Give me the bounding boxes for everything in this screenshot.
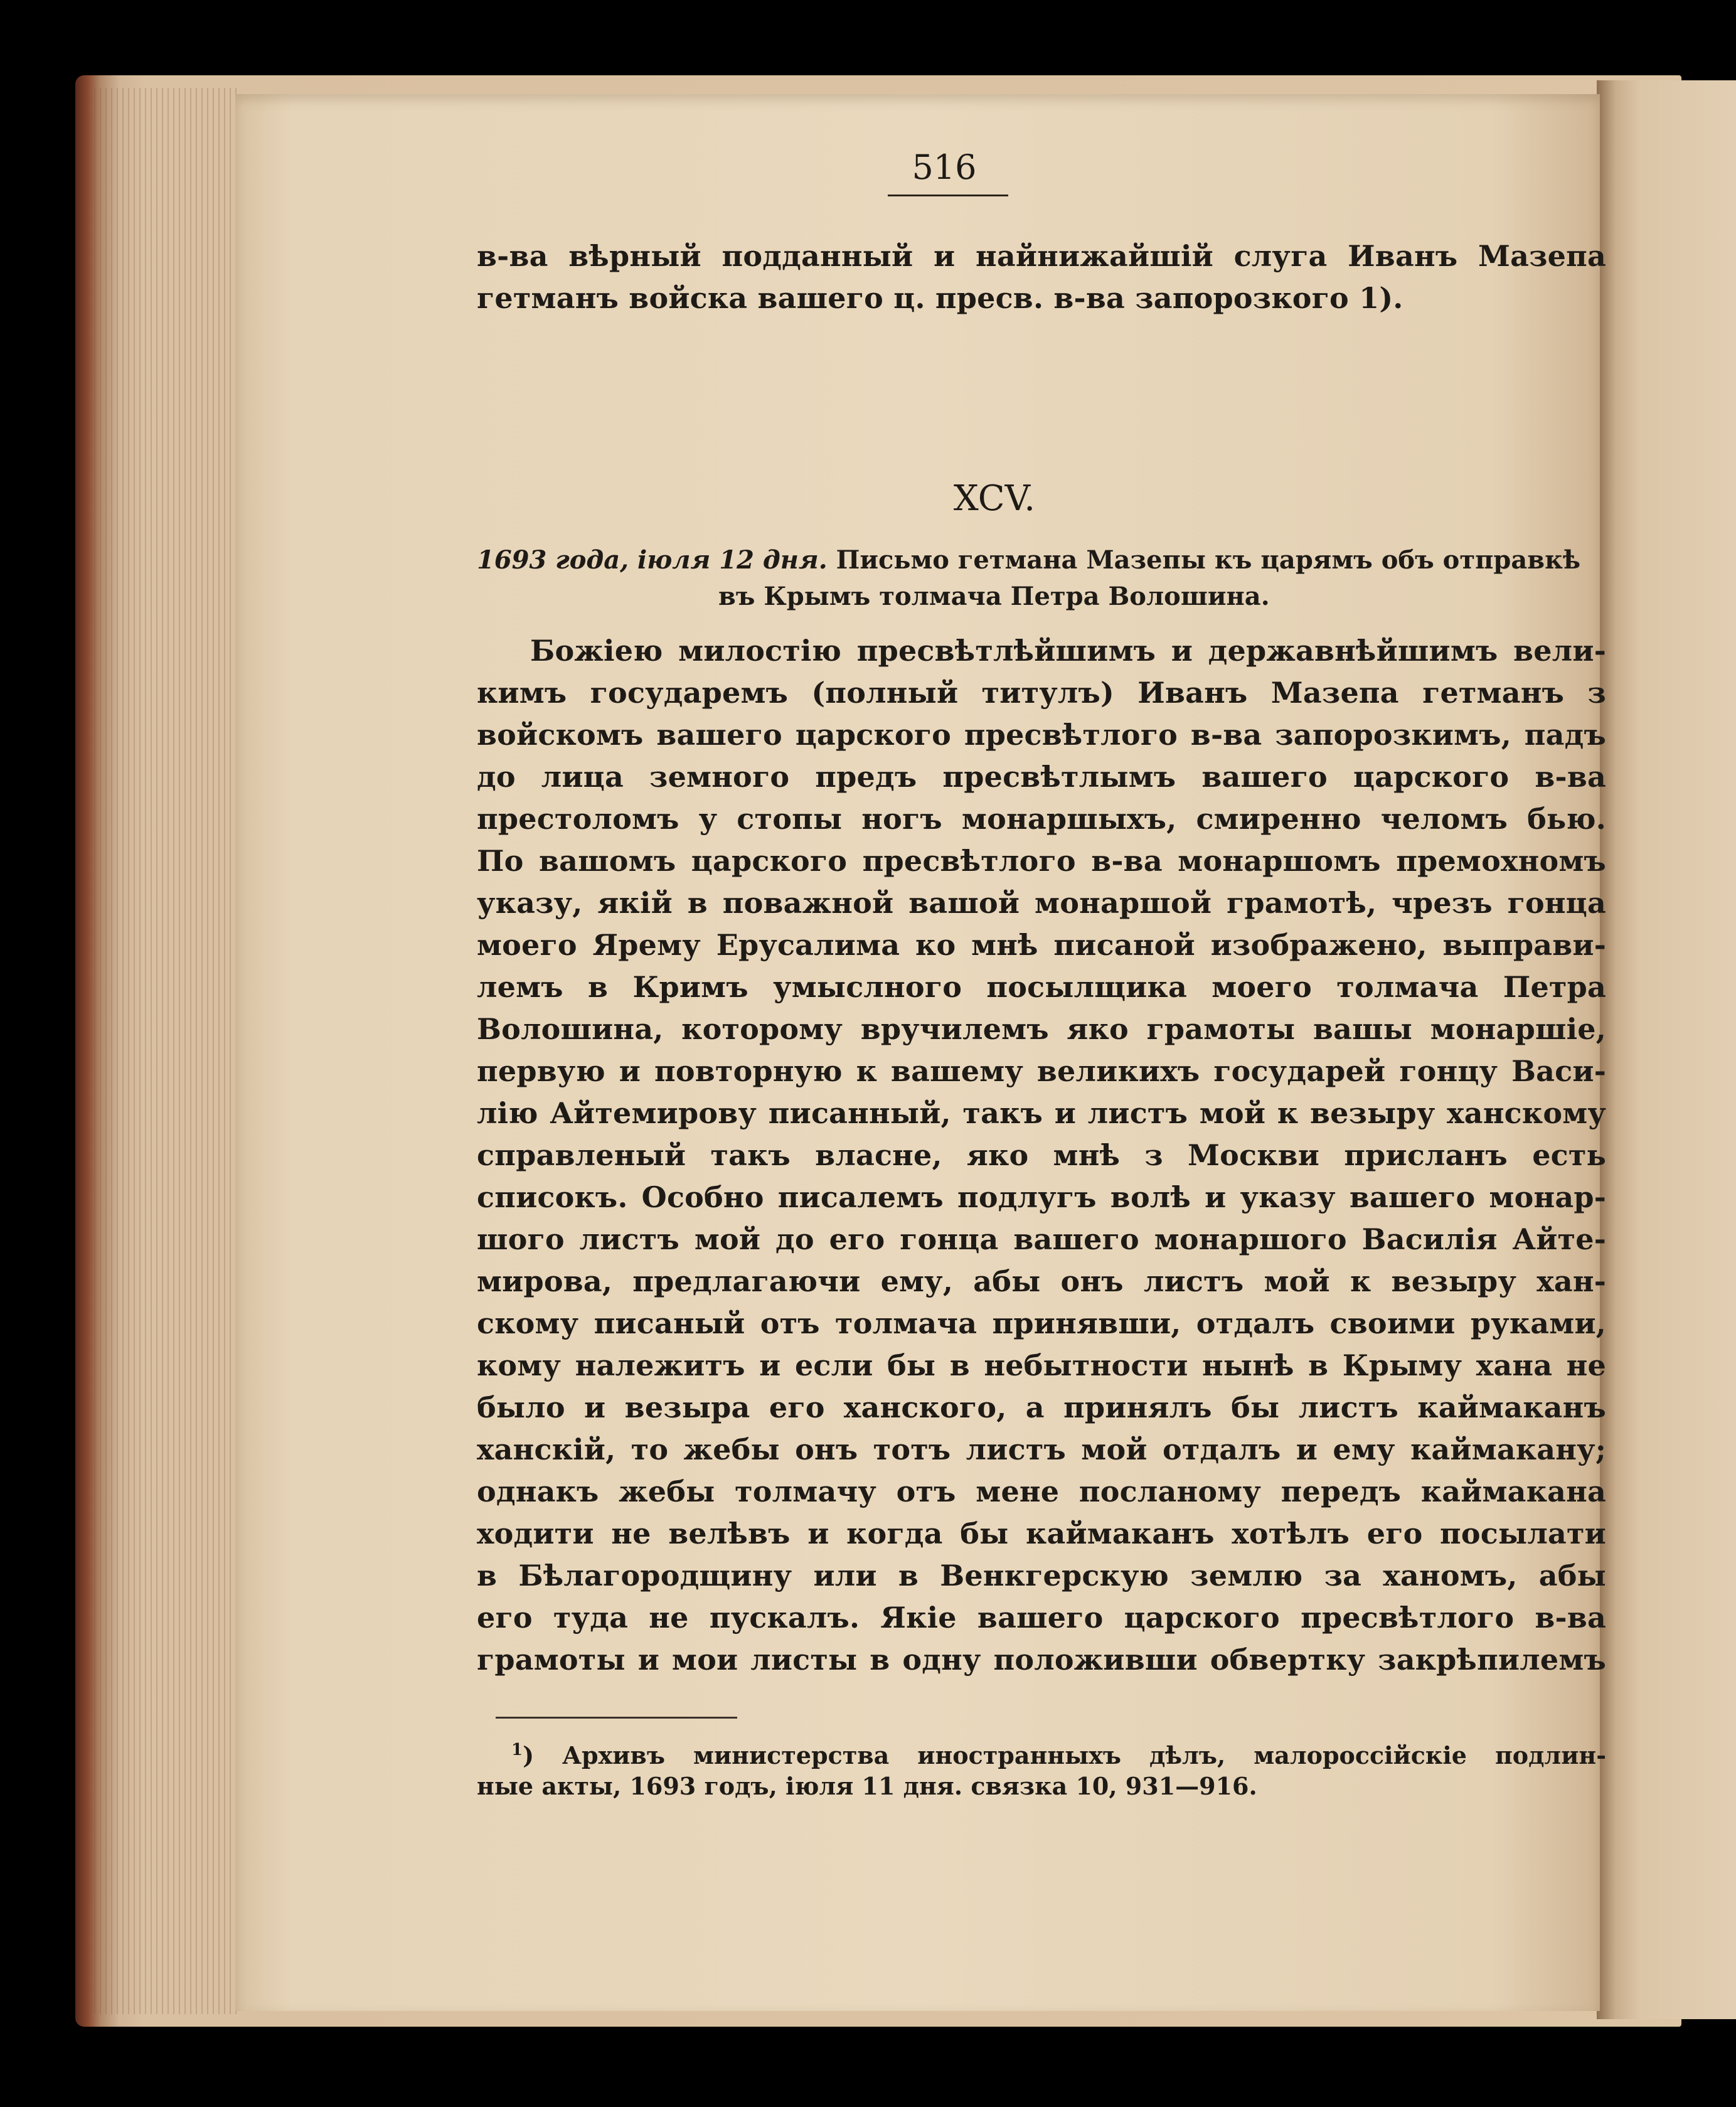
body-line: кимъ государемъ (полный титулъ) Иванъ Мазепа гетманъ з [477,676,1606,710]
facing-page [1597,80,1736,2019]
page-edges-texture [94,88,238,2014]
body-line: лемъ в Кримъ умыслного посылщика моего толмача Петра [477,970,1606,1004]
footnote-line [511,1733,1606,1767]
body-line: лію Айтемирову писанный, такъ и листъ мой к везыру ханскому [477,1096,1606,1130]
carry-over-line: в-ва вѣрный подданный и найнижайшій слуга Иванъ Мазепа [477,239,1606,273]
document-heading [477,543,1606,578]
body-line: в Бѣлагородщину или в Венкгерскую землю за ханомъ, абы [477,1559,1606,1592]
section-number: XCV. [953,478,1036,519]
book-page [235,94,1606,2011]
page-number-rule [888,195,1008,196]
page-content [235,94,1606,2011]
body-line: однакъ жебы толмачу отъ мене посланому передъ каймакана [477,1475,1606,1508]
body-line: первую и повторную к вашему великихъ государей гонцу Васи- [477,1054,1606,1088]
body-line: ханскій, то жебы онъ тотъ листъ мой отдалъ и ему каймакану; [477,1432,1606,1466]
body-line: Волошина, которому вручилемъ яко грамоты вашы монаршіе, [477,1012,1606,1046]
body-line: мирова, предлагаючи ему, абы онъ листъ мой к везыру хан- [477,1264,1606,1298]
body-line: было и везыра его ханского, а принялъ бы листъ каймаканъ [477,1390,1606,1424]
body-line: моего Ярему Ерусалима ко мнѣ писаной изображено, выправи- [477,928,1606,962]
heading-title: Письмо гетмана Мазепы къ царямъ объ отправкѣ [827,545,1581,575]
body-line: престоломъ у стопы ногъ монаршыхъ, смиренно челомъ бью. [477,802,1606,836]
body-line: кому належитъ и если бы в небытности нынѣ в Крыму хана не [477,1348,1606,1382]
body-line: до лица земного предъ пресвѣтлымъ вашего царского в-ва [477,760,1606,794]
document-heading-continued: въ Крымъ толмача Петра Волошина. [718,582,1270,611]
body-line: грамоты и мои листы в одну положивши обвертку закрѣпилемъ [477,1643,1606,1677]
body-line: его туда не пускалъ. Якіе вашего царского пресвѣтлого в-ва [477,1601,1606,1635]
body-line: Божіею милостію пресвѣтлѣйшимъ и державнѣйшимъ вели- [530,634,1606,668]
footnote-marker: 1 [511,1741,523,1759]
footnote-rule [496,1717,737,1719]
heading-date: 1693 года, іюля 12 дня. [477,545,828,575]
footnote-line: ные акты, 1693 годъ, іюля 11 дня. связка 10, 931—916. [477,1772,1257,1800]
carry-over-line: гетманъ войска вашего ц. пресв. в-ва запорозкого 1). [477,281,1403,315]
body-line: шого листъ мой до его гонца вашего монаршого Василія Айте- [477,1222,1606,1256]
body-line: ходити не велѣвъ и когда бы каймаканъ хотѣлъ его посылати [477,1517,1606,1550]
page-number: 516 [912,147,977,187]
footnote-text: ) Архивъ министерства иностранныхъ дѣлъ, малороссійскіе подлин- [523,1741,1606,1769]
body-line: списокъ. Особно писалемъ подлугъ волѣ и указу вашего монар- [477,1180,1606,1214]
body-line: справленый такъ власне, яко мнѣ з Москви присланъ есть [477,1138,1606,1172]
body-line: указу, якій в поважной вашой монаршой грамотѣ, чрезъ гонца [477,886,1606,920]
body-line: войскомъ вашего царского пресвѣтлого в-ва запорозкимъ, падъ [477,718,1606,752]
body-line: скому писаный отъ толмача принявши, отдалъ своими руками, [477,1306,1606,1340]
body-line: По вашомъ царского пресвѣтлого в-ва монаршомъ премоxномъ [477,844,1606,878]
